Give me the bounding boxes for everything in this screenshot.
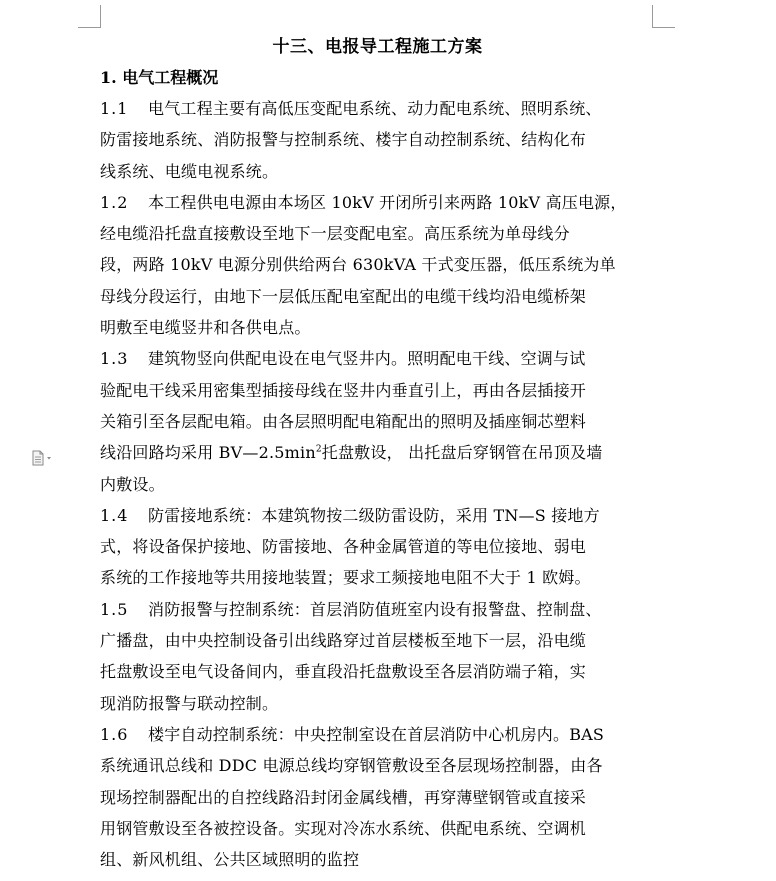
paragraph-text: 建筑物竖向供配电设在电气竖井内。照明配电干线、空调与试 xyxy=(148,349,586,369)
paragraph-text: 防雷接地系统：本建筑物按二级防雷设防，采用 TN—S 接地方 xyxy=(148,505,600,525)
paragraph-line: 关箱引至各层配电箱。由各层照明配电箱配出的照明及插座铜芯塑料 xyxy=(100,411,587,431)
paragraph-number: 1.2 xyxy=(100,192,129,212)
paragraph-1-2 xyxy=(100,187,655,343)
paragraph-line xyxy=(100,437,655,468)
document-body xyxy=(100,32,655,875)
paragraph-line: 组、新风机组、公共区域照明的监控 xyxy=(100,850,360,870)
paragraph-1-4 xyxy=(100,500,655,594)
paragraph-line: 广播盘，由中央控制设备引出线路穿过首层楼板至地下一层，沿电缆 xyxy=(100,631,587,651)
paragraph-line xyxy=(100,93,655,124)
paragraph-line: 经电缆沿托盘直接敷设至地下一层变配电室。高压系统为单母线分 xyxy=(100,224,570,244)
paragraph-line: 明敷至电缆竖井和各供电点。 xyxy=(100,318,311,338)
paragraph-line xyxy=(100,343,655,374)
paragraph-text: 线沿回路均采用 BV—2.5min xyxy=(100,443,316,463)
paragraph-line: 现场控制器配出的自控线路沿封闭金属线槽，再穿薄壁钢管或直接采 xyxy=(100,787,587,807)
paragraph-1-5 xyxy=(100,594,655,719)
paragraph-line xyxy=(100,187,655,218)
paragraph-line: 母线分段运行，由地下一层低压配电室配出的电缆干线均沿电缆桥架 xyxy=(100,286,587,306)
paragraph-options-icon[interactable] xyxy=(32,450,58,466)
paragraph-line: 托盘敷设至电气设备间内，垂直段沿托盘敷设至各层消防端子箱，实 xyxy=(100,662,587,682)
page-corner-mark-top-right xyxy=(652,5,675,28)
paragraph-line: 防雷接地系统、消防报警与控制系统、楼宇自动控制系统、结构化布 xyxy=(100,130,587,150)
paragraph-line: 段，两路 10kV 电源分别供给两台 630kVA 干式变压器，低压系统为单 xyxy=(100,255,616,275)
paragraph-number: 1.4 xyxy=(100,505,129,525)
paragraph-number: 1.1 xyxy=(100,99,129,118)
paragraph-line xyxy=(100,594,655,625)
paragraph-text: 托盘敷设， 出托盘后穿钢管在吊顶及墙 xyxy=(321,443,603,463)
page-corner-mark-top-left xyxy=(78,5,101,28)
paragraph-text: 消防报警与控制系统：首层消防值班室内设有报警盘、控制盘、 xyxy=(148,599,602,619)
paragraph-line: 验配电干线采用密集型插接母线在竖井内垂直引上，再由各层插接开 xyxy=(100,380,587,400)
paragraph-text: 楼宇自动控制系统：中央控制室设在首层消防中心机房内。BAS xyxy=(148,724,605,744)
paragraph-number: 1.3 xyxy=(100,349,129,369)
superscript: 2 xyxy=(315,444,322,455)
paragraph-line: 用钢管敷设至各被控设备。实现对冷冻水系统、供配电系统、空调机 xyxy=(100,818,587,838)
paragraph-1-1 xyxy=(100,93,655,187)
document-title: 十三、电报导工程施工方案 xyxy=(272,37,483,57)
paragraph-text: 电气工程主要有高低压变配电系统、动力配电系统、照明系统、 xyxy=(148,99,602,118)
document-icon xyxy=(32,450,58,466)
paragraph-number: 1.6 xyxy=(100,724,129,744)
paragraph-line xyxy=(100,500,655,531)
paragraph-line: 内敷设。 xyxy=(100,474,165,494)
paragraph-line: 现消防报警与联动控制。 xyxy=(100,693,279,713)
paragraph-line: 系统通讯总线和 DDC 电源总线均穿钢管敷设至各层现场控制器，由各 xyxy=(100,756,603,776)
paragraph-line: 式，将设备保护接地、防雷接地、各种金属管道的等电位接地、弱电 xyxy=(100,537,587,557)
paragraph-1-3 xyxy=(100,343,655,499)
paragraph-line xyxy=(100,719,655,750)
paragraph-line: 系统的工作接地等共用接地装置；要求工频接地电阻不大于 1 欧姆。 xyxy=(100,568,591,588)
paragraph-line: 线系统、电缆电视系统。 xyxy=(100,161,279,181)
section-heading: 1. 电气工程概况 xyxy=(100,68,219,87)
paragraph-text: 本工程供电电源由本场区 10kV 开闭所引来两路 10kV 高压电源， xyxy=(148,192,627,212)
paragraph-1-6 xyxy=(100,719,655,875)
paragraph-number: 1.5 xyxy=(100,599,129,619)
